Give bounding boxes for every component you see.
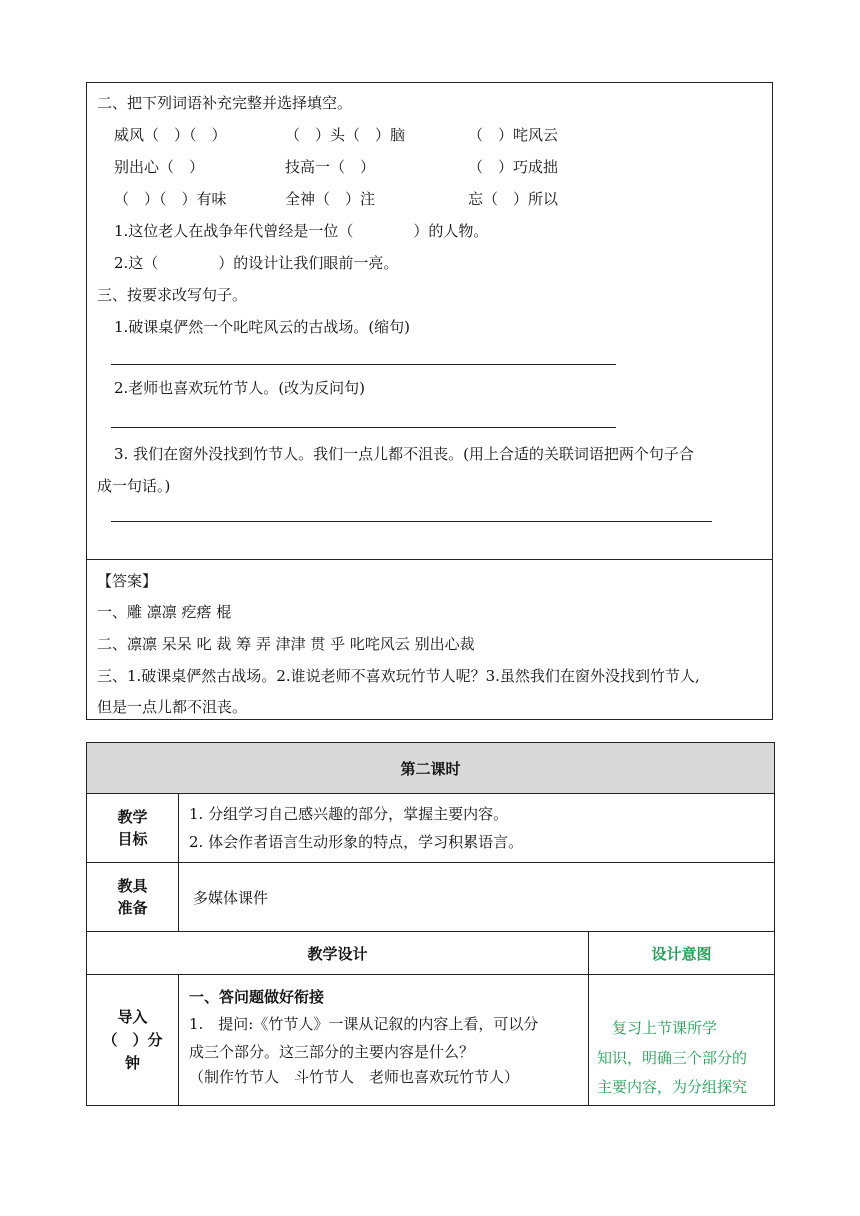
step1-title: 一、答问题做好衔接 (189, 988, 325, 1006)
answer-line-4: 但是一点儿都不沮丧。 (97, 698, 248, 716)
goal-label-line1: 教学 (117, 808, 148, 826)
tools-value: 多媒体课件 (179, 863, 775, 932)
goal-2: 2. 体会作者语言生动形象的特点，学习积累语言。 (189, 833, 524, 851)
intro-intent (589, 975, 775, 1106)
step1-question-line1: 1. 提问:《竹节人》一课从记叙的内容上看，可以分 (189, 1015, 539, 1033)
question-3-line1: 3. 我们在窗外没找到竹节人。我们一点儿都不沮丧。(用上合适的关联词语把两个句子合 (114, 445, 694, 463)
intent-line-3: 主要内容，为分组探究 (597, 1078, 748, 1096)
answer-blank-2[interactable] (111, 427, 616, 428)
intent-line-1: 复习上节课所学 (597, 1019, 718, 1037)
tools-label-line1: 教具 (117, 877, 148, 895)
lesson-plan-table (86, 742, 775, 1106)
word-2-3: （ ）巧成拙 (468, 158, 559, 176)
intro-label-line1: 导入 (117, 1007, 148, 1026)
word-1-2: （ ）头（ ）脑 (285, 126, 406, 144)
question-2: 2.老师也喜欢玩竹节人。(改为反问句) (114, 379, 366, 397)
step1-answer: （制作竹节人 斗竹节人 老师也喜欢玩竹节人） (189, 1068, 520, 1086)
answer-line-3: 三、1.破课桌俨然古战场。2.谁说老师不喜欢玩竹节人呢？3.虽然我们在窗外没找到竹节人, (97, 667, 700, 685)
tools-label-line2: 准备 (117, 899, 148, 917)
step1-question-line2: 成三个部分。这三部分的主要内容是什么？ (189, 1043, 475, 1061)
word-3-1: （ ）（ ）有味 (114, 190, 227, 208)
answer-line-1: 一、雕 凛凛 疙瘩 棍 (97, 603, 232, 621)
lesson-title: 第二课时 (87, 743, 775, 794)
section3-title: 三、按要求改写句子。 (97, 286, 248, 304)
word-2-2: 技高一（ ） (285, 158, 376, 176)
answer-blank-3[interactable] (111, 521, 712, 522)
word-2-1: 别出心（ ） (114, 158, 205, 176)
intro-label-line3: 钟 (124, 1053, 140, 1072)
intro-label (87, 975, 179, 1106)
answer-line-2: 二、凛凛 呆呆 叱 裁 筹 弄 津津 贯 乎 叱咤风云 别出心裁 (97, 635, 475, 653)
goal-1: 1. 分组学习自己感兴趣的部分，掌握主要内容。 (189, 805, 509, 823)
word-1-3: （ ）咤风云 (468, 126, 559, 144)
tools-label (87, 863, 179, 932)
intent-line-2: 知识，明确三个部分的 (597, 1049, 748, 1067)
fill-sentence-1: 1.这位老人在战争年代曾经是一位（ ）的人物。 (114, 222, 489, 240)
intro-label-line2: （ ）分 (102, 1030, 163, 1049)
word-3-2: 全神（ ）注 (285, 190, 376, 208)
word-1-1: 威风（ ）（ ） (114, 126, 227, 144)
question-3-line2: 成一句话。) (97, 477, 171, 495)
word-3-3: 忘（ ）所以 (468, 190, 559, 208)
intro-content (179, 975, 589, 1106)
goal-label-line2: 目标 (117, 830, 148, 848)
goal-label (87, 794, 179, 863)
exercise-box (86, 82, 773, 720)
section2-title: 二、把下列词语补充完整并选择填空。 (97, 94, 353, 112)
question-1: 1.破课桌俨然一个叱咤风云的古战场。(缩句) (114, 318, 411, 336)
intent-header: 设计意图 (589, 932, 775, 975)
fill-sentence-2: 2.这（ ）的设计让我们眼前一亮。 (114, 254, 399, 272)
answer-blank-1[interactable] (111, 364, 616, 365)
design-header: 教学设计 (87, 932, 589, 975)
goals-cell (179, 794, 775, 863)
answer-divider (87, 559, 772, 560)
answer-title: 【答案】 (97, 572, 158, 590)
